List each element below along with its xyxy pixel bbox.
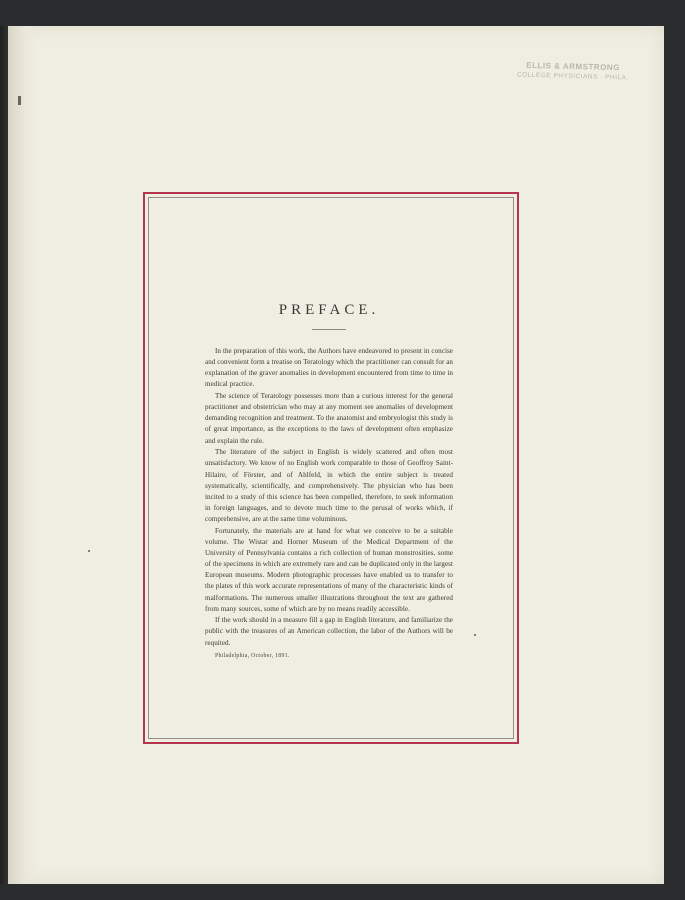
paper-speck bbox=[88, 550, 90, 552]
preface-content bbox=[205, 302, 453, 659]
stamp-line-1: ELLIS & ARMSTRONG bbox=[526, 60, 620, 73]
preface-paragraph-4: Fortunately, the materials are at hand for what we conceive to be a suitable volume. The Wistar and Horner Museum of the Medical Department of the University of Pennsylvania contains a rich collection of human monstrosities, some of the specimens in which are extremely rare and can be duplicated only in the largest European museums. Modern photographic processes have enabled us to transfer to the plates of this work accurate representations of many of the characteristic kinds of malformations. The numerous smaller illustrations throughout the text are gathered from many sources, some of which are by no means readily accessible. bbox=[205, 526, 453, 613]
preface-paragraph-3: The literature of the subject in English is widely scattered and often most unsatisfactory. We know of no English work comparable to those of Geoffroy Saint-Hilaire, of Förster, and of Ahlfeld, in which the entire subject is treated systematically, scientifically, and comprehensively. The physician who has been incited to a study of this science has been compelled, therefore, to seek information in foreign languages, and to devote much time to the perusal of works which, if comprehensive, are at the same time voluminous. bbox=[205, 448, 453, 524]
library-stamp bbox=[508, 60, 638, 81]
gutter-mark bbox=[18, 96, 21, 105]
page-gutter bbox=[8, 26, 38, 884]
preface-frame bbox=[143, 192, 519, 744]
preface-signoff: Philadelphia, October, 1891. bbox=[215, 652, 290, 659]
page-title: PREFACE. bbox=[278, 302, 380, 318]
title-rule bbox=[312, 329, 346, 330]
book-page bbox=[8, 26, 664, 884]
preface-paragraph-1: In the preparation of this work, the Authors have endeavored to present in concise and convenient form a treatise on Teratology which the practitioner can consult for an explanation of the graver anomalies in development encountered from time to time in medical practice. bbox=[205, 347, 453, 389]
preface-paragraph-5: If the work should in a measure fill a gap in English literature, and familiarize the public with the treasures of an American collection, the labor of the Authors will be requited. bbox=[205, 616, 453, 647]
preface-paragraph-2: The science of Teratology possesses more than a curious interest for the general practitioner and obstetrician who may at any moment see anomalies of development demanding recognition and treatment. To the anatomist and embryologist this study is of great importance, as the exceptions to the laws of development often emphasize and explain the rule. bbox=[205, 392, 453, 445]
stamp-line-2: COLLEGE PHYSICIANS · PHILA. bbox=[516, 71, 629, 82]
